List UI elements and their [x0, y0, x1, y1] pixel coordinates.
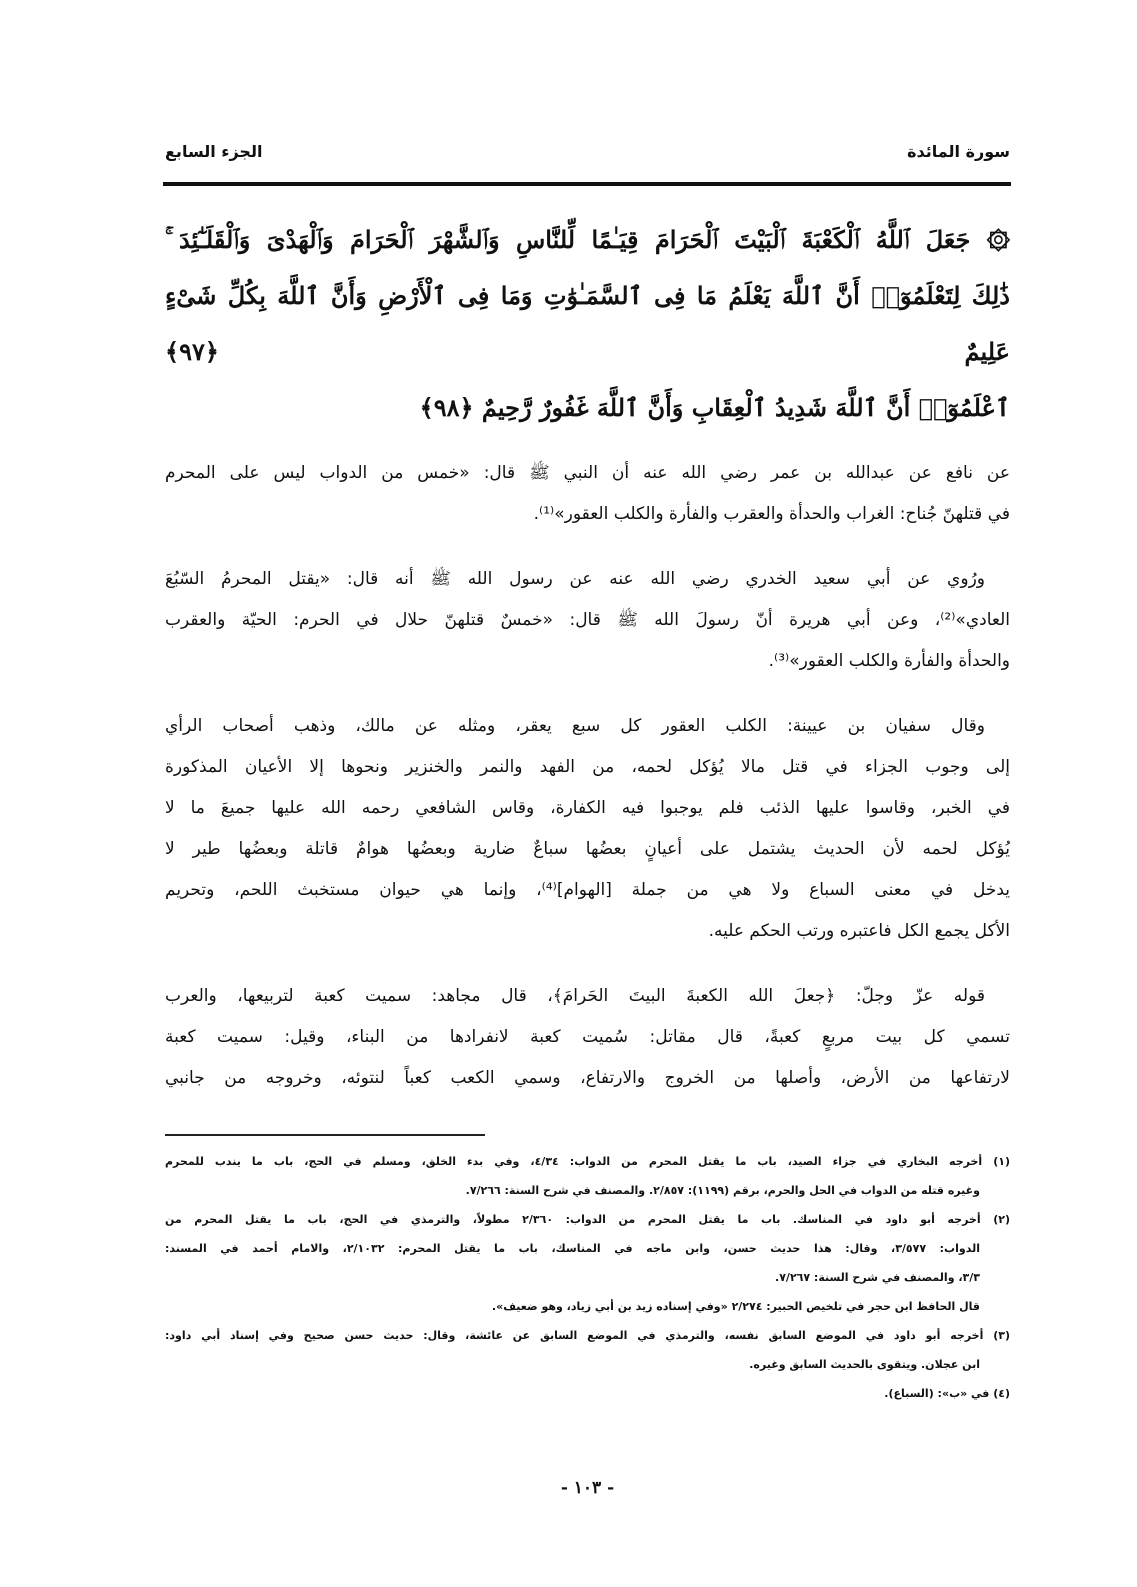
text-line: في الخبر، وقاسوا عليها الذئب فلم يوجبوا فيه الكفارة، وقاس الشافعي رحمه الله عليها جميعَ ما لا	[165, 798, 1010, 818]
header-surah-name: سورة المائدة	[907, 142, 1010, 161]
text-line: وقال سفيان بن عيينة: الكلب العقور كل سبع يعقر، ومثله عن مالك، وذهب أصحاب الرأي	[165, 716, 985, 736]
footnote-line: (٤) في «ب»: (السباع).	[884, 1387, 1010, 1400]
text-line: يدخل في معنى السباع ولا هي من جملة [الهوام]⁽⁴⁾، وإنما هي حيوان مستخبث اللحم، وتحريم	[165, 880, 1010, 900]
paragraph	[165, 453, 1010, 535]
footnote-line: (٢) أخرجه أبو داود في المناسك. باب ما يقتل المحرم من الدواب: ٢/٣٦٠ مطولاً، والترمذي في الحج، باب ما يقتل المحرم من	[165, 1213, 1010, 1226]
footnote-line: وغيره قتله من الدواب في الحل والحرم، برقم (١١٩٩): ٢/٨٥٧. والمصنف في شرح السنة: ٧/٢٦٦.	[465, 1184, 980, 1197]
text-line: إلى وجوب الجزاء في قتل مالا يُؤكل لحمه، من الفهد والنمر والخنزير ونحوها إلا الأعيان المذكورة	[165, 757, 1010, 777]
quran-line: ۞ جَعَلَ ٱللَّهُ ٱلْكَعْبَةَ ٱلْبَيْتَ ٱلْحَرَامَ قِيَـٰمًا لِّلنَّاسِ وَٱلشَّهْرَ ٱلْحَرَامَ وَٱلْهَدْىَ وَٱلْقَلَـٰٓئِدَ ۚ	[165, 225, 1010, 254]
footnote-line: قال الحافظ ابن حجر في تلخيص الحبير: ٢/٢٧٤ «وفي إسناده زيد بن أبي زياد، وهو ضعيف».	[491, 1300, 980, 1313]
page-number: - ١٠٣ -	[560, 1478, 615, 1498]
text-line: والحدأة والفأرة والكلب العقور»⁽³⁾.	[768, 651, 1010, 671]
text-line: الأكل يجمع الكل فاعتبره ورتب الحكم عليه.	[708, 921, 1010, 941]
text-line: العادي»⁽²⁾، وعن أبي هريرة أنّ رسولَ الله ﷺ قال: «خمسٌ قتلهنّ حلال في الحرم: الحيّة والعقرب	[165, 610, 1010, 630]
text-line: يُؤكل لحمه لأن الحديث يشتمل على أعيانٍ بعضُها سباعٌ ضارية وبعضُها هوامٌ قاتلة وبعضُها طير لا	[165, 839, 1010, 859]
footnotes	[165, 1147, 1010, 1408]
footnote-line: ابن عجلان. ويتقوى بالحديث السابق وغيره.	[749, 1358, 980, 1371]
text-line: ورُوي عن أبي سعيد الخدري رضي الله عنه عن رسول الله ﷺ أنه قال: «يقتل المحرمُ السّبُعَ	[165, 569, 985, 589]
footnote-line: (١) أخرجه البخاري في جزاء الصيد، باب ما يقتل المحرم من الدواب: ٤/٣٤، وفي بدء الخلق، ومسلم في الحج، باب ما يندب للمحرم	[165, 1155, 1011, 1168]
paragraph	[165, 706, 1010, 952]
paragraph	[165, 976, 1010, 1099]
footnote-line: (٣) أخرجه أبو داود في الموضع السابق نفسه، والترمذي في الموضع السابق عن عائشة، وقال: حديث حسن صحيح وفي إسناد أبي داود:	[165, 1329, 1010, 1342]
header-rule	[163, 182, 1011, 186]
footnote-line: الدواب: ٣/٥٧٧، وقال: هذا حديث حسن، وابن ماجه في المناسك، باب ما يقتل المحرم: ٢/١٠٣٢، والامام أحمد في المسند:	[165, 1242, 980, 1255]
text-line: في قتلهنّ جُناح: الغراب والحدأة والعقرب والفأرة والكلب العقور»⁽¹⁾.	[533, 504, 1010, 524]
quran-line: ذَٰلِكَ لِتَعْلَمُوٓا۟ أَنَّ ٱللَّهَ يَعْلَمُ مَا فِى ٱلسَّمَـٰوَٰتِ وَمَا فِى ٱلْأَرْضِ وَأَنَّ ٱللَّهَ بِكُلِّ شَىْءٍ عَلِيمٌ ﴿٩٧﴾	[165, 281, 1010, 366]
footnote-separator	[165, 1134, 485, 1136]
text-line: تسمي كل بيت مربعٍ كعبةً، قال مقاتل: سُميت كعبة لانفرادها من البناء، وقيل: سميت كعبة	[165, 1027, 1010, 1047]
quran-line: ٱعْلَمُوٓا۟ أَنَّ ٱللَّهَ شَدِيدُ ٱلْعِقَابِ وَأَنَّ ٱللَّهَ غَفُورٌ رَّحِيمٌ ﴿٩٨﴾	[419, 393, 1010, 422]
text-line: قوله عزّ وجلّ: ﴿جعلَ الله الكعبةَ البيتَ الحَرامَ﴾، قال مجاهد: سميت كعبة لتربيعها، والعرب	[165, 986, 985, 1006]
text-line: لارتفاعها من الأرض، وأصلها من الخروج والارتفاع، وسمي الكعب كعباً لنتوئه، وخروجه من جانبي	[165, 1068, 1010, 1088]
text-line: عن نافع عن عبدالله بن عمر رضي الله عنه أن النبي ﷺ قال: «خمس من الدواب ليس على المحرم	[165, 463, 1010, 483]
header-part-name: الجزء السابع	[165, 142, 263, 161]
page-content	[165, 212, 1010, 1498]
quran-verses	[165, 212, 1010, 436]
paragraph	[165, 559, 1010, 682]
footnote-line: ٣/٣، والمصنف في شرح السنة: ٧/٢٦٧.	[775, 1271, 980, 1284]
